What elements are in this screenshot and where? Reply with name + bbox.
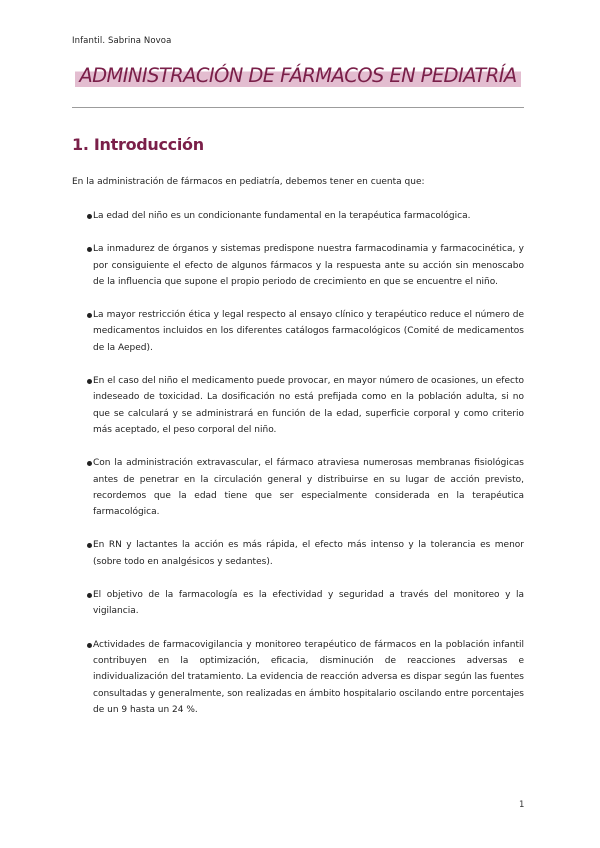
list-item-text: La mayor restricción ética y legal respecto al ensayo clínico y terapéutico reduce el número de medicamentos incluidos en los diferentes catálogos farmacológicos (Comité de medicamentos de la Aeped). [93,310,524,353]
list-item-text: Actividades de farmacovigilancia y monitoreo terapéutico de fármacos en la población infantil contribuyen en la optimización, eficacia, disminución de reacciones adversas e individualización del tratamiento. La evidencia de reacción adversa es dispar según las fuentes consultadas y generalmente, son realizadas en ámbito hospitalario oscilando entre porcentajes de un 9 hasta un 24 %. [93,639,524,715]
bullet-dot-icon [87,593,92,598]
bullet-dot-icon [87,247,92,252]
list-item [72,455,524,520]
page-number: 1 [519,800,525,810]
list-item [72,587,524,620]
list-item [72,537,524,570]
intro-paragraph: En la administración de fármacos en pediatría, debemos tener en cuenta que: [72,177,425,187]
list-item [72,373,524,438]
list-item-text: El objetivo de la farmacología es la efectividad y seguridad a través del monitoreo y la vigilancia. [93,590,524,617]
list-item-text: La inmadurez de órganos y sistemas predispone nuestra farmacodinamia y farmacocinética, y por consiguiente el efecto de algunos fármacos y la respuesta ante su acción sin menoscabo de la influencia que supone el propio periodo de crecimiento en que se encuentre el niño. [93,244,524,287]
document-title: ADMINISTRACIÓN DE FÁRMACOS EN PEDIATRÍA [75,62,520,89]
list-item-text: En RN y lactantes la acción es más rápida, el efecto más intenso y la tolerancia es menor (sobre todo en analgésicos y sedantes). [93,540,524,567]
bullet-list [72,208,524,735]
list-item-text: Con la administración extravascular, el fármaco atraviesa numerosas membranas fisiológicas antes de penetrar en la circulación general y distribuirse en su lugar de acción previsto, recordemos que la edad tiene que ser especialmente considerada en la terapéutica farmacológica. [93,458,524,518]
bullet-dot-icon [87,543,92,548]
bullet-dot-icon [87,461,92,466]
list-item [72,637,524,718]
list-item-text: La edad del niño es un condicionante fundamental en la terapéutica farmacológica. [93,211,471,221]
bullet-dot-icon [87,643,92,648]
title-divider [72,107,524,108]
section-heading: 1. Introducción [72,135,204,154]
list-item [72,208,524,224]
bullet-dot-icon [87,379,92,384]
list-item-text: En el caso del niño el medicamento puede provocar, en mayor número de ocasiones, un efecto indeseado de toxicidad. La dosificación no está prefijada como en la población adulta, si no que se calculará y se administrará en función de la edad, superficie corporal y como criterio más aceptado, el peso corporal del niño. [93,376,524,435]
list-item [72,307,524,356]
bullet-dot-icon [87,214,92,219]
document-title-wrapper [72,62,524,89]
bullet-dot-icon [87,313,92,318]
page-header-author: Infantil. Sabrina Novoa [72,36,172,46]
list-item [72,241,524,290]
